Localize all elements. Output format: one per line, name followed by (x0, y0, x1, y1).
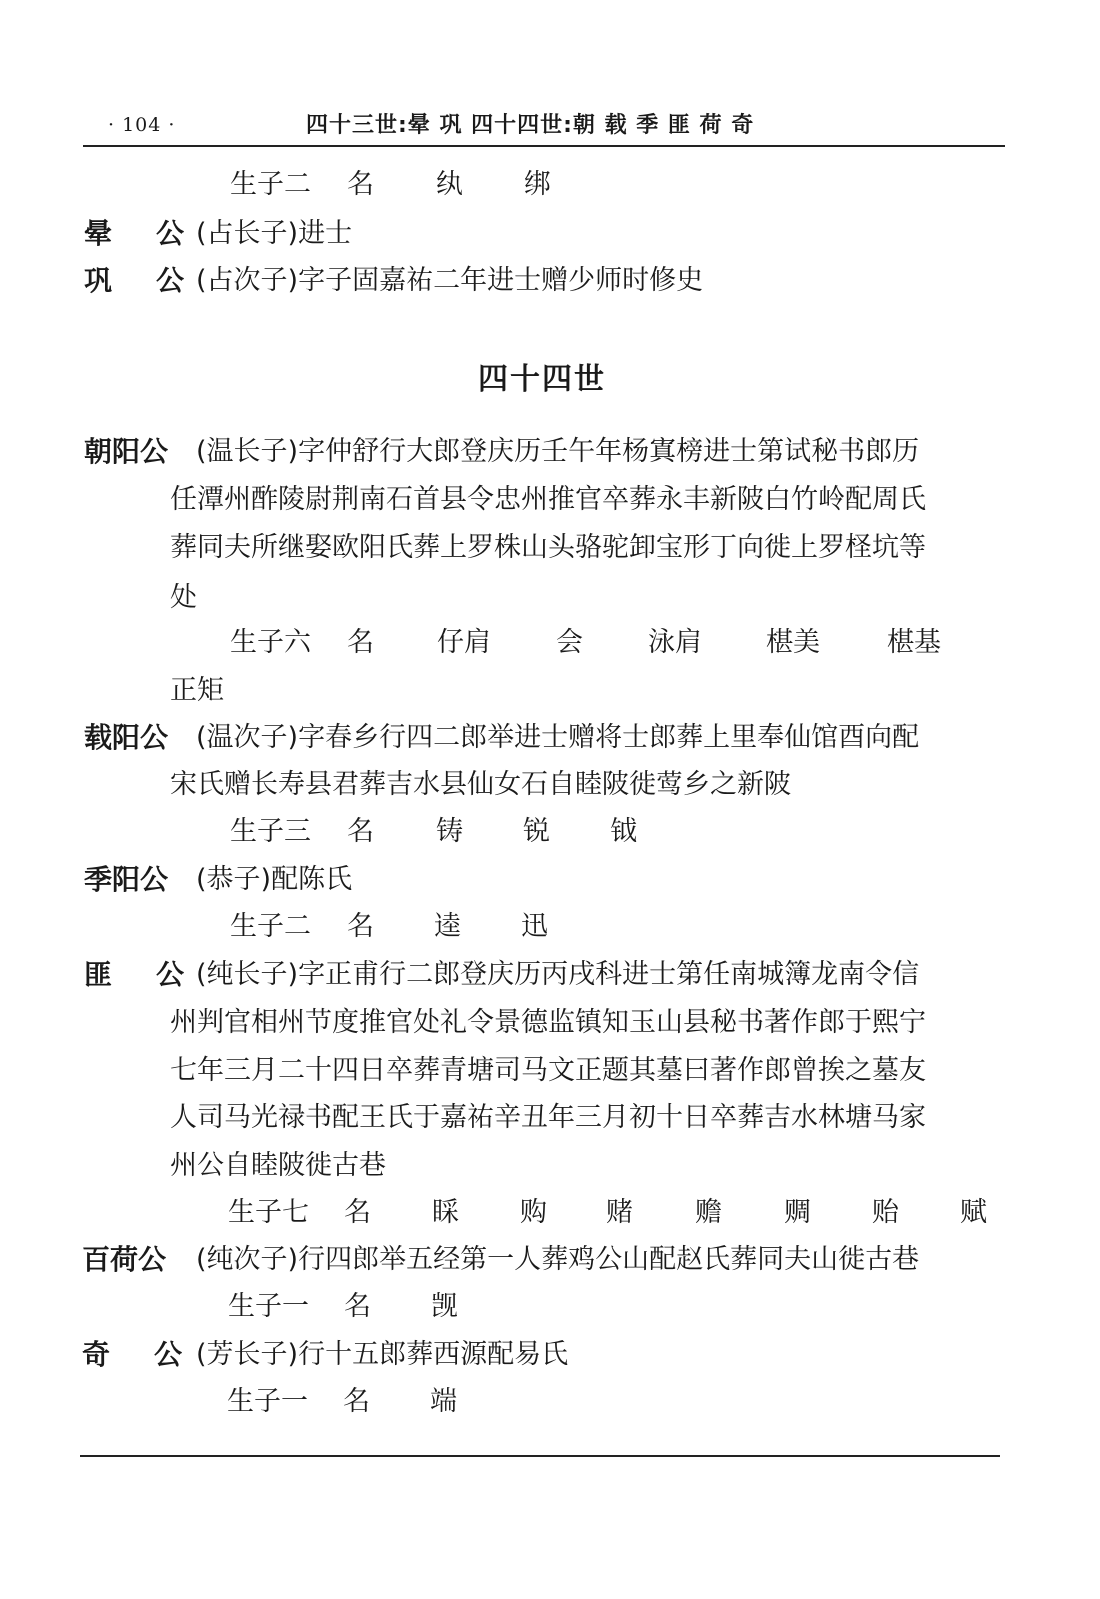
entry-text: (纯长子)字正甫行二郎登庆历丙戌科进士第任南城簿龙南令信 (196, 959, 920, 990)
son-name: 椹基 (887, 627, 941, 658)
son-name: 购 (520, 1197, 547, 1228)
sons-ming: 名 (344, 1291, 371, 1322)
son-name: 绑 (524, 169, 551, 200)
entry-text: 宋氏赠长寿县君葬吉水县仙女石自睦陂徙莺乡之新陂 (170, 769, 791, 800)
entry-name-char: 奇 (82, 1338, 111, 1371)
entry-text: 州判官相州节度推官处礼令景德监镇知玉山县秘书著作郎于熙宁 (170, 1007, 926, 1038)
entry-text: (芳长子)行十五郎葬西源配易氏 (196, 1339, 569, 1370)
entry-text: 任潭州酢陵尉荆南石首县令忠州推官卒葬永丰新陂白竹岭配周氏 (170, 484, 926, 515)
entry-name-yun (84, 216, 184, 252)
sons-label: 生子七 (228, 1197, 309, 1228)
sons-ming: 名 (347, 169, 374, 200)
sons-label: 生子六 (230, 627, 311, 658)
entry-text: 人司马光禄书配王氏于嘉祐辛丑年三月初十日卒葬吉水林塘马家 (170, 1102, 926, 1133)
son-name: 觊 (431, 1291, 458, 1322)
entry-text: 七年三月二十四日卒葬青塘司马文正题其墓曰著作郎曾挨之墓友 (170, 1055, 926, 1086)
running-head: 四十三世:晕 巩 四十四世:朝 载 季 匪 荷 奇 (306, 113, 755, 138)
footer-rule (80, 1455, 1000, 1457)
entry-name-char: 公 (156, 958, 185, 991)
entry-name-chaoyang: 朝阳公 (84, 435, 169, 468)
son-name: 钺 (610, 816, 637, 847)
entry-name-gong (84, 263, 184, 299)
entry-name-char: 公 (156, 217, 185, 250)
page-number: · 104 · (108, 114, 176, 136)
entry-name-jiyang: 季阳公 (84, 863, 169, 896)
page-header (0, 104, 1100, 144)
son-name: 逵 (434, 911, 461, 942)
entry-name-char: 晕 (84, 217, 113, 250)
entry-text: (温次子)字春乡行四二郎举进士赠将士郎葬上里奉仙馆酉向配 (196, 722, 920, 753)
son-name: 迅 (521, 911, 548, 942)
entry-name-baihe: 百荷公 (82, 1243, 167, 1276)
entry-text: 葬同夫所继娶欧阳氏葬上罗株山头骆驼卸宝形丁向徙上罗柽坑等 (170, 532, 926, 563)
son-name: 仔肩 (437, 627, 491, 658)
sons-ming: 名 (347, 911, 374, 942)
son-name: 椹美 (766, 627, 820, 658)
entry-name-qi (82, 1337, 182, 1373)
entry-name-char: 公 (156, 264, 185, 297)
son-name: 锐 (523, 816, 550, 847)
header-rule (83, 145, 1005, 147)
son-name-continued: 正矩 (170, 675, 224, 706)
entry-name-fei (84, 957, 184, 993)
sons-ming: 名 (343, 1386, 370, 1417)
son-name: 会 (556, 627, 583, 658)
son-name: 纨 (436, 169, 463, 200)
sons-ming: 名 (347, 627, 374, 658)
sons-label: 生子二 (230, 911, 311, 942)
sons-ming: 名 (344, 1197, 371, 1228)
entry-text: (占长子)进士 (196, 218, 353, 249)
son-name: 赋 (960, 1197, 987, 1228)
entry-text: (温长子)字仲舒行大郎登庆历壬午年杨寘榜进士第试秘书郎历 (196, 436, 920, 467)
entry-text: (占次子)字子固嘉祐二年进士赠少师时修史 (196, 265, 704, 296)
sons-ming: 名 (347, 816, 374, 847)
sons-label: 生子二 (230, 169, 311, 200)
entry-text: (纯次子)行四郎举五经第一人葬鸡公山配赵氏葬同夫山徙古巷 (196, 1244, 920, 1275)
entry-name-char: 匪 (84, 958, 113, 991)
entry-text: (恭子)配陈氏 (196, 864, 353, 895)
sons-label: 生子一 (227, 1386, 308, 1417)
entry-text: 州公自睦陂徙古巷 (170, 1150, 386, 1181)
sons-label: 生子三 (230, 816, 311, 847)
entry-name-zaiyang: 载阳公 (84, 721, 169, 754)
son-name: 赡 (695, 1197, 722, 1228)
son-name: 赌 (606, 1197, 633, 1228)
son-name: 端 (430, 1386, 457, 1417)
generation-heading: 四十四世 (478, 362, 606, 397)
son-name: 睬 (432, 1197, 459, 1228)
son-name: 泳肩 (648, 627, 702, 658)
sons-label: 生子一 (228, 1291, 309, 1322)
entry-name-char: 公 (154, 1338, 183, 1371)
entry-name-char: 巩 (84, 264, 113, 297)
entry-text: 处 (170, 582, 197, 613)
son-name: 赒 (784, 1197, 811, 1228)
son-name: 铸 (436, 816, 463, 847)
son-name: 贻 (872, 1197, 899, 1228)
